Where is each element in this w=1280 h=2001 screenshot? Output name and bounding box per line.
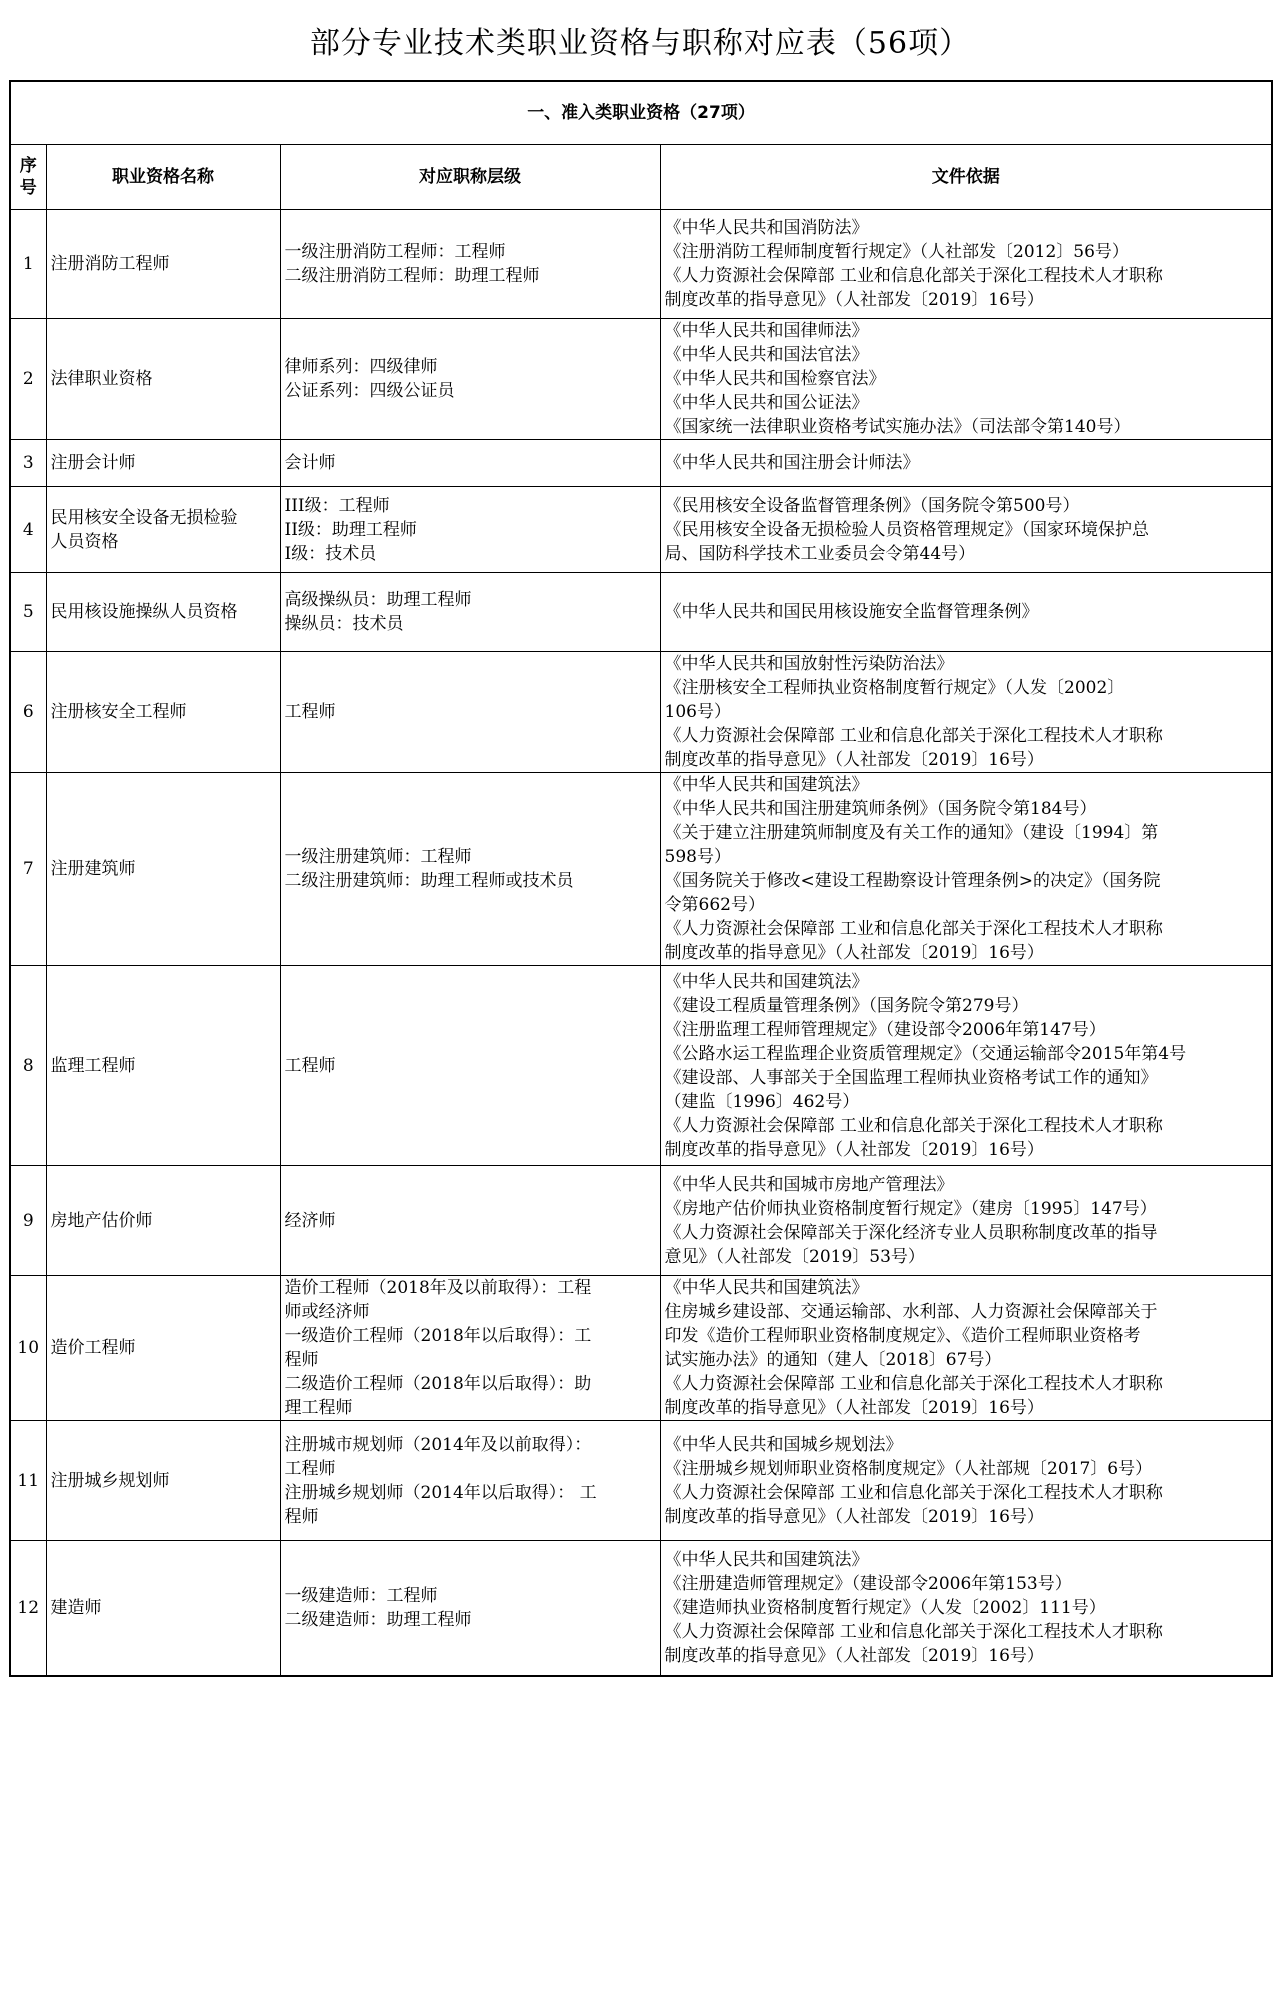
table-row (10, 773, 1272, 966)
document-basis-line: 《注册监理工程师管理规定》（建设部令2006年第147号） (664, 1019, 1106, 1040)
document-basis-line: 《中华人民共和国建筑法》 (664, 1549, 869, 1570)
row-number: 1 (10, 210, 46, 319)
document-basis-line: 《中华人民共和国建筑法》 (664, 1278, 869, 1298)
document-basis-line: 《中华人民共和国法官法》 (664, 345, 869, 365)
table-row (10, 1541, 1272, 1676)
page-title: 部分专业技术类职业资格与职称对应表（56项） (309, 26, 971, 61)
document-basis-cell (660, 1276, 1272, 1421)
document-basis-line: 《国务院关于修改<建设工程勘察设计管理条例>的决定》（国务院 (664, 871, 1161, 891)
document-basis-line: 制度改革的指导意见》（人社部发〔2019〕16号） (664, 943, 1044, 963)
document-basis-cell (660, 1421, 1272, 1541)
document-basis-line: 《人力资源社会保障部 工业和信息化部关于深化工程技术人才职称 (664, 1374, 1163, 1394)
row-number: 7 (10, 773, 46, 966)
document-basis-line: 《建设部、人事部关于全国监理工程师执业资格考试工作的通知》 (664, 1067, 1158, 1088)
document-basis-cell (660, 487, 1272, 573)
document-basis-line: 试实施办法》的通知（建人〔2018〕67号） (664, 1350, 1002, 1370)
document-basis-line: 制度改革的指导意见》（人社部发〔2019〕16号） (664, 1398, 1044, 1418)
qualification-name: 注册会计师 (46, 440, 280, 487)
title-level-cell (280, 966, 660, 1166)
title-level-line: 造价工程师（2018年及以前取得）：工程 (284, 1278, 592, 1298)
row-number: 6 (10, 652, 46, 773)
document-basis-cell (660, 440, 1272, 487)
title-level-line: 二级注册消防工程师：助理工程师 (284, 266, 540, 286)
section-row (10, 81, 1272, 145)
table-row (10, 652, 1272, 773)
document-basis-line: 《房地产估价师执业资格制度暂行规定》（建房〔1995〕147号） (664, 1198, 1157, 1219)
document-basis-line: 令第662号） (664, 895, 765, 915)
title-level-cell (280, 1421, 660, 1541)
header-num (10, 145, 46, 210)
title-level-line: 工程师 (284, 702, 336, 722)
title-level-line: 师或经济师 (284, 1302, 370, 1322)
table-row (10, 1166, 1272, 1276)
title-level-cell (280, 487, 660, 573)
header-basis: 文件依据 (660, 145, 1272, 210)
table-row (10, 966, 1272, 1166)
title-level-line: 操纵员：技术员 (284, 614, 404, 634)
qualification-name: 法律职业资格 (46, 319, 280, 440)
title-level-line: 经济师 (284, 1210, 336, 1231)
title-level-line: 一级注册建筑师：工程师 (284, 847, 472, 867)
document-basis-line: 制度改革的指导意见》（人社部发〔2019〕16号） (664, 750, 1044, 770)
document-basis-line: 《注册消防工程师制度暂行规定》（人社部发〔2012〕56号） (664, 242, 1129, 262)
title-level-line: III级：工程师 (284, 495, 390, 516)
title-level-line: 注册城市规划师（2014年及以前取得）： (284, 1434, 592, 1455)
title-level-line: 公证系列：四级公证员 (284, 381, 455, 401)
table-row (10, 210, 1272, 319)
row-number: 5 (10, 573, 46, 652)
qualification-name: 监理工程师 (46, 966, 280, 1166)
table-row (10, 440, 1272, 487)
header-row (10, 145, 1272, 210)
document-basis-line: 《中华人民共和国注册建筑师条例》（国务院令第184号） (664, 799, 1097, 819)
title-level-line: 律师系列：四级律师 (284, 357, 438, 377)
title-level-line: 工程师 (284, 1458, 336, 1479)
title-level-line: 二级建造师：助理工程师 (284, 1609, 472, 1630)
document-basis-line: 《中华人民共和国建筑法》 (664, 971, 869, 992)
document-basis-line: 《建设工程质量管理条例》（国务院令第279号） (664, 995, 1029, 1016)
document-basis-line: 制度改革的指导意见》（人社部发〔2019〕16号） (664, 1645, 1044, 1666)
document-basis-cell (660, 966, 1272, 1166)
title-level-cell (280, 1541, 660, 1676)
document-basis-line: 《中华人民共和国消防法》 (664, 218, 869, 238)
document-basis-line: 《民用核安全设备监督管理条例》（国务院令第500号） (664, 495, 1080, 516)
title-level-line: 高级操纵员：助理工程师 (284, 590, 472, 610)
row-number: 12 (10, 1541, 46, 1676)
document-basis-line: 《人力资源社会保障部 工业和信息化部关于深化工程技术人才职称 (664, 1621, 1163, 1642)
row-number: 9 (10, 1166, 46, 1276)
qualification-name: 民用核安全设备无损检验 人员资格 (46, 487, 280, 573)
document-basis-cell (660, 1541, 1272, 1676)
title-level-cell (280, 1276, 660, 1421)
document-basis-line: 《中华人民共和国放射性污染防治法》 (664, 654, 954, 674)
title-level-line: II级：助理工程师 (284, 519, 417, 540)
document-basis-cell (660, 1166, 1272, 1276)
document-basis-line: 《人力资源社会保障部 工业和信息化部关于深化工程技术人才职称 (664, 1482, 1163, 1503)
title-level-line: 理工程师 (284, 1398, 353, 1418)
table-row (10, 1421, 1272, 1541)
section-title: 一、准入类职业资格（27项） (10, 81, 1272, 145)
qualification-name: 注册城乡规划师 (46, 1421, 280, 1541)
table-row (10, 1276, 1272, 1421)
document-basis-line: 598号） (664, 847, 731, 867)
document-basis-line: 制度改革的指导意见》（人社部发〔2019〕16号） (664, 290, 1044, 310)
document-basis-line: 《中华人民共和国检察官法》 (664, 369, 886, 389)
document-basis-line: 《人力资源社会保障部 工业和信息化部关于深化工程技术人才职称 (664, 1115, 1163, 1136)
row-number: 4 (10, 487, 46, 573)
document-basis-line: 《中华人民共和国城乡规划法》 (664, 1434, 903, 1455)
document-basis-line: 印发《造价工程师职业资格制度规定》、《造价工程师职业资格考 (664, 1326, 1141, 1346)
document-basis-cell (660, 319, 1272, 440)
document-page (9, 0, 1271, 1677)
qualification-name: 注册消防工程师 (46, 210, 280, 319)
document-basis-line: 《中华人民共和国建筑法》 (664, 775, 869, 795)
document-basis-line: 《中华人民共和国民用核设施安全监督管理条例》 (664, 602, 1039, 622)
qualification-name: 民用核设施操纵人员资格 (46, 573, 280, 652)
document-basis-line: 局、国防科学技术工业委员会令第44号） (664, 543, 976, 564)
title-level-line: 程师 (284, 1350, 319, 1370)
title-level-cell (280, 652, 660, 773)
qualification-table (9, 80, 1273, 1677)
document-basis-cell (660, 573, 1272, 652)
table-row (10, 487, 1272, 573)
document-basis-line: 《人力资源社会保障部 工业和信息化部关于深化工程技术人才职称 (664, 919, 1163, 939)
document-basis-line: 《注册核安全工程师执业资格制度暂行规定》（人发〔2002〕 (664, 678, 1125, 698)
header-num-text: 序 号 (19, 156, 37, 198)
document-basis-line: 《建造师执业资格制度暂行规定》（人发〔2002〕111号） (664, 1597, 1106, 1618)
document-basis-line: 意见》（人社部发〔2019〕53号） (664, 1246, 925, 1267)
document-basis-line: 《中华人民共和国注册会计师法》 (664, 453, 920, 473)
document-basis-cell (660, 773, 1272, 966)
row-number: 11 (10, 1421, 46, 1541)
document-basis-cell (660, 652, 1272, 773)
title-level-line: 注册城乡规划师（2014年以后取得）： 工 (284, 1482, 597, 1503)
title-level-cell (280, 773, 660, 966)
document-basis-line: 《注册建造师管理规定》（建设部令2006年第153号） (664, 1573, 1072, 1594)
document-basis-cell (660, 210, 1272, 319)
title-level-cell (280, 440, 660, 487)
document-basis-line: （建监〔1996〕462号） (664, 1091, 860, 1112)
title-level-line: 二级造价工程师（2018年以后取得）：助 (284, 1374, 592, 1394)
document-basis-line: 《关于建立注册建筑师制度及有关工作的通知》（建设〔1994〕第 (664, 823, 1159, 843)
qualification-name: 建造师 (46, 1541, 280, 1676)
row-number: 2 (10, 319, 46, 440)
document-basis-line: 《注册城乡规划师职业资格制度规定》（人社部规〔2017〕6号） (664, 1458, 1153, 1479)
table-row (10, 319, 1272, 440)
document-basis-line: 《人力资源社会保障部 工业和信息化部关于深化工程技术人才职称 (664, 266, 1163, 286)
qualification-name: 注册核安全工程师 (46, 652, 280, 773)
title-level-line: 一级建造师：工程师 (284, 1585, 438, 1606)
qualification-name: 房地产估价师 (46, 1166, 280, 1276)
title-level-line: 二级注册建筑师：助理工程师或技术员 (284, 871, 574, 891)
title-level-line: 一级注册消防工程师：工程师 (284, 242, 506, 262)
row-number: 3 (10, 440, 46, 487)
title-level-line: 程师 (284, 1506, 319, 1527)
title-level-line: I级：技术员 (284, 543, 377, 564)
header-name: 职业资格名称 (46, 145, 280, 210)
document-basis-line: 《公路水运工程监理企业资质管理规定》（交通运输部令2015年第4号 (664, 1043, 1187, 1064)
table-row (10, 573, 1272, 652)
document-basis-line: 《民用核安全设备无损检验人员资格管理规定》（国家环境保护总 (664, 519, 1149, 540)
qualification-name: 注册建筑师 (46, 773, 280, 966)
title-level-cell (280, 210, 660, 319)
document-basis-line: 《中华人民共和国城市房地产管理法》 (664, 1174, 954, 1195)
document-basis-line: 《人力资源社会保障部关于深化经济专业人员职称制度改革的指导 (664, 1222, 1158, 1243)
title-level-cell (280, 1166, 660, 1276)
title-level-line: 会计师 (284, 453, 336, 473)
header-level: 对应职称层级 (280, 145, 660, 210)
qualification-name: 造价工程师 (46, 1276, 280, 1421)
title-level-cell (280, 319, 660, 440)
document-basis-line: 《人力资源社会保障部 工业和信息化部关于深化工程技术人才职称 (664, 726, 1163, 746)
document-basis-line: 《中华人民共和国律师法》 (664, 321, 869, 341)
title-level-cell (280, 573, 660, 652)
document-basis-line: 106号） (664, 702, 731, 722)
document-basis-line: 住房城乡建设部、交通运输部、水利部、人力资源社会保障部关于 (664, 1302, 1158, 1322)
title-level-line: 工程师 (284, 1055, 336, 1076)
row-number: 8 (10, 966, 46, 1166)
document-basis-line: 制度改革的指导意见》（人社部发〔2019〕16号） (664, 1506, 1044, 1527)
row-number: 10 (10, 1276, 46, 1421)
title-level-line: 一级造价工程师（2018年以后取得）：工 (284, 1326, 592, 1346)
document-basis-line: 制度改革的指导意见》（人社部发〔2019〕16号） (664, 1139, 1044, 1160)
document-basis-line: 《中华人民共和国公证法》 (664, 393, 869, 413)
document-basis-line: 《国家统一法律职业资格考试实施办法》（司法部令第140号） (664, 417, 1131, 437)
